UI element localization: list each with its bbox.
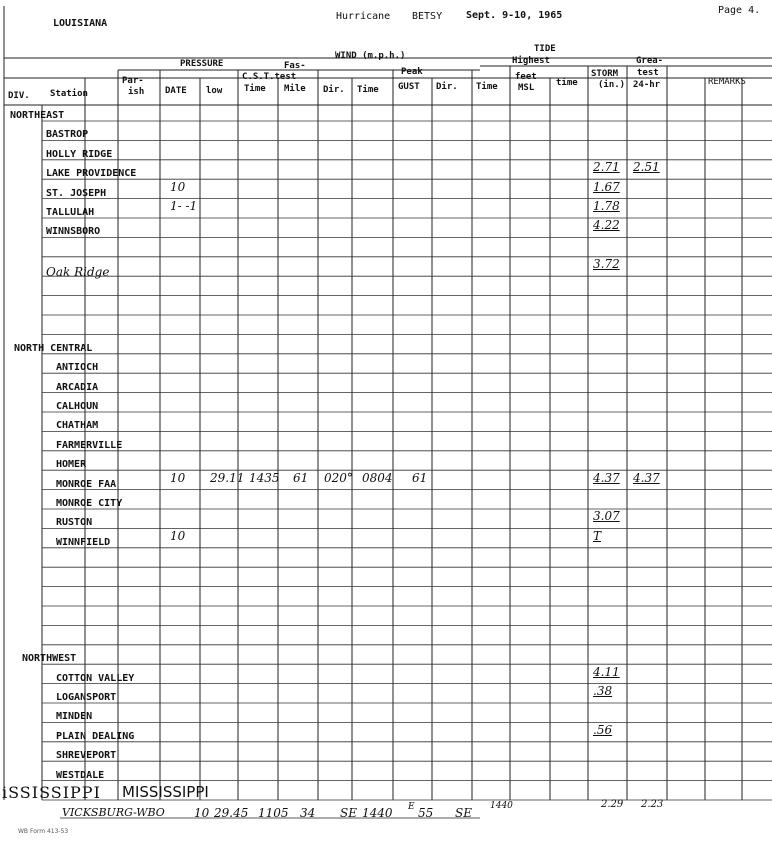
station-name: BASTROP bbox=[46, 129, 89, 141]
overlay-greatest: 2.23 bbox=[641, 799, 664, 810]
overlay-gust-dir: SE bbox=[455, 806, 472, 820]
station-name: HOLLY RIDGE bbox=[46, 148, 113, 160]
form-number: WB Form 413-53 bbox=[18, 828, 69, 835]
station-time: 1435 bbox=[249, 470, 280, 485]
col-fastest-time: Time bbox=[357, 85, 379, 95]
overlay-state: MISSISSIPPI bbox=[122, 783, 209, 801]
station-name: FARMERVILLE bbox=[56, 439, 123, 451]
col-fastest-mile: Mile bbox=[284, 84, 306, 94]
overlay-dir: SE bbox=[340, 806, 357, 820]
station-name: WESTDALE bbox=[56, 769, 105, 781]
col-tide-msl: MSL bbox=[518, 83, 535, 93]
col-fastest-top: Fas- bbox=[284, 61, 306, 71]
col-pressure: PRESSURE bbox=[180, 59, 224, 69]
station-storm: 4.37 bbox=[593, 470, 620, 485]
station-name: CALHOUN bbox=[56, 401, 99, 412]
station-name: WINNFIELD bbox=[56, 536, 111, 548]
col-wind: WIND (m.p.h.) bbox=[335, 51, 406, 61]
station-name: LOGANSPORT bbox=[56, 692, 117, 703]
station-dir: 020° bbox=[324, 470, 353, 485]
col-highest: Highest bbox=[512, 56, 550, 66]
station-name: CHATHAM bbox=[56, 420, 99, 432]
overlay-time: 1105 bbox=[258, 806, 289, 820]
division-label: NORTH CENTRAL bbox=[14, 342, 93, 354]
division-label: NORTHWEST bbox=[22, 653, 77, 665]
station-name: LAKE PROVIDENCE bbox=[46, 168, 137, 180]
col-fastest-mid: C.S.T.test bbox=[242, 72, 297, 82]
col-storm-1: STORM bbox=[591, 69, 619, 79]
station-date: 10 bbox=[170, 179, 186, 194]
storm-label: Hurricane bbox=[336, 11, 391, 22]
station-name: WINNSBORO bbox=[46, 226, 101, 238]
col-cst-time: Time bbox=[244, 84, 266, 94]
station-storm: 4.11 bbox=[593, 664, 620, 679]
station-name: TALLULAH bbox=[46, 207, 95, 218]
station-greatest: 4.37 bbox=[633, 470, 660, 485]
state-title: LOUISIANA bbox=[53, 18, 108, 29]
col-fastest-dir: Dir. bbox=[323, 85, 345, 95]
station-name: ST. JOSEPH bbox=[46, 187, 107, 199]
station-date: 10 bbox=[170, 470, 186, 485]
station-name: RUSTON bbox=[56, 517, 93, 529]
col-parish-2: ish bbox=[128, 87, 145, 97]
overlay-prefix: iSSISSIPPI bbox=[2, 783, 101, 802]
station-name: SHREVEPORT bbox=[56, 750, 117, 762]
station-storm: .56 bbox=[593, 722, 613, 737]
col-pressure-low: low bbox=[206, 86, 223, 96]
station-name: HOMER bbox=[56, 459, 87, 471]
col-tide-feet: feet bbox=[515, 72, 537, 82]
station-name: Oak Ridge bbox=[46, 265, 110, 280]
col-parish-1: Par- bbox=[122, 76, 144, 86]
station-storm: 4.22 bbox=[593, 218, 620, 233]
station-storm: 3.72 bbox=[593, 257, 620, 272]
station-storm: 2.71 bbox=[593, 160, 620, 175]
overlay-mile: 34 bbox=[300, 806, 316, 820]
col-remarks: REMARKS bbox=[708, 77, 746, 87]
station-mile: 61 bbox=[293, 470, 309, 485]
station-low: 29.11 bbox=[210, 470, 245, 485]
overlay-low: 29.45 bbox=[214, 806, 249, 820]
col-storm-2: (in.) bbox=[598, 80, 626, 90]
storm-name: BETSY bbox=[412, 11, 443, 22]
station-name: ANTIOCH bbox=[56, 362, 99, 374]
station-storm: 1.78 bbox=[593, 199, 620, 213]
station-name: COTTON VALLEY bbox=[56, 672, 135, 684]
overlay-gust: 55 bbox=[418, 806, 434, 820]
station-name: MONROE CITY bbox=[56, 498, 123, 509]
col-div: DIV. bbox=[8, 91, 30, 101]
col-peak: Peak bbox=[401, 67, 423, 77]
station-storm: 3.07 bbox=[593, 509, 620, 524]
col-greatest-1: Grea- bbox=[636, 56, 664, 66]
overlay-ftime: 1440 bbox=[362, 806, 393, 820]
station-date: 1- -1 bbox=[170, 199, 198, 213]
station-ftime: 0804 bbox=[362, 470, 393, 485]
col-pressure-date: DATE bbox=[165, 86, 187, 96]
col-peak-time: Time bbox=[476, 82, 498, 92]
station-gust: 61 bbox=[412, 470, 428, 485]
station-name: PLAIN DEALING bbox=[56, 730, 135, 742]
col-station: Station bbox=[50, 89, 88, 99]
division-label: NORTHEAST bbox=[10, 110, 65, 121]
station-name: MONROE FAA bbox=[56, 478, 117, 490]
col-tide-time: time bbox=[556, 78, 578, 88]
station-date: 10 bbox=[170, 528, 186, 543]
col-peak-dir: Dir. bbox=[436, 82, 458, 92]
station-storm: .38 bbox=[593, 684, 613, 698]
overlay-gust-time: 1440 bbox=[490, 801, 513, 811]
station-name: ARCADIA bbox=[56, 381, 99, 393]
overlay-station: VICKSBURG-WBO bbox=[62, 806, 165, 819]
station-storm: T bbox=[593, 528, 602, 543]
col-greatest-3: 24-hr bbox=[633, 80, 661, 90]
station-name: MINDEN bbox=[56, 711, 93, 723]
col-peak-gust: GUST bbox=[398, 82, 420, 92]
storm-dates: Sept. 9-10, 1965 bbox=[466, 10, 563, 21]
col-tide: TIDE bbox=[534, 44, 556, 54]
page-number: Page 4. bbox=[718, 5, 761, 16]
station-storm: 1.67 bbox=[593, 179, 620, 194]
station-greatest: 2.51 bbox=[633, 160, 660, 175]
overlay-gust-prefix: E bbox=[408, 802, 415, 812]
col-greatest-2: test bbox=[637, 68, 659, 78]
overlay-storm: 2.29 bbox=[601, 799, 624, 810]
overlay-date: 10 bbox=[194, 806, 210, 820]
